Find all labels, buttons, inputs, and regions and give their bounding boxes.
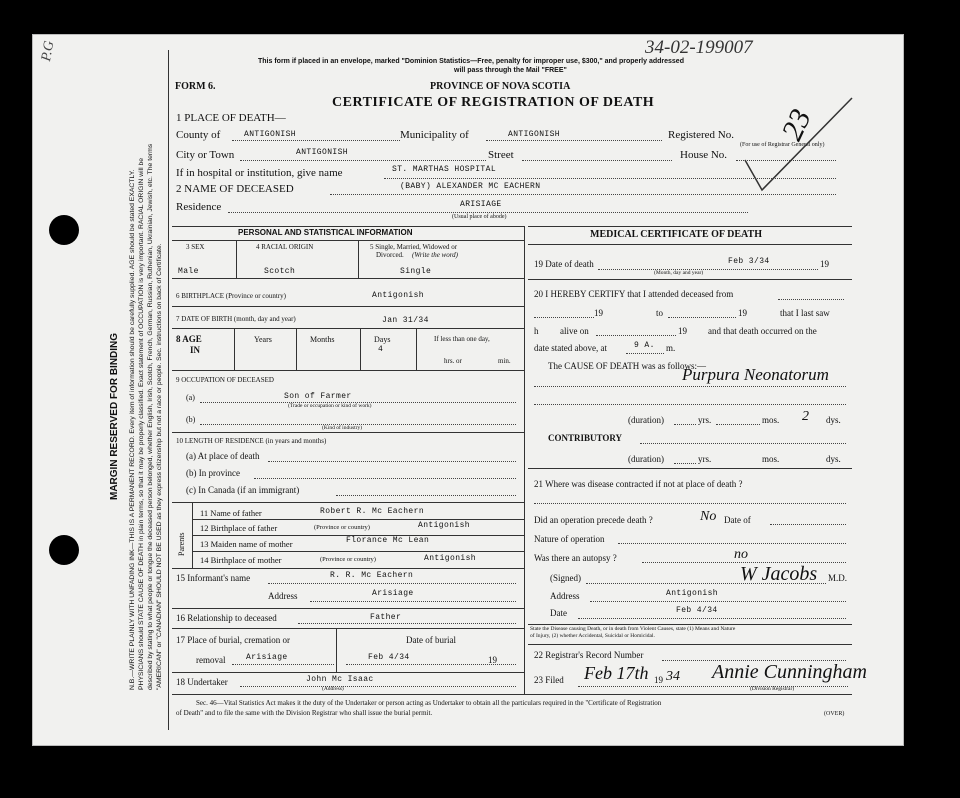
rule (528, 468, 852, 469)
rule (172, 226, 524, 227)
q21-label: 21 Where was disease contracted if not at place of death ? (534, 479, 743, 489)
cause-value: Purpura Neonatorum (682, 365, 829, 384)
county-value: ANTIGONISH (244, 130, 297, 139)
rule (640, 443, 846, 444)
rule (416, 328, 417, 370)
county-line (232, 140, 400, 141)
informant-value: R. R. Mc Eachern (330, 571, 414, 580)
rule (716, 424, 760, 425)
father-country-note: (Province or country) (314, 524, 370, 531)
province: PROVINCE OF NOVA SCOTIA (430, 81, 571, 92)
duration-label: (duration) (628, 454, 664, 464)
rule (172, 306, 524, 307)
physician-address-value: Antigonish (666, 589, 719, 598)
dod-year-label: 19 (820, 259, 829, 269)
mother-label: 13 Maiden name of mother (200, 539, 293, 549)
rule (172, 240, 524, 241)
date-stated-label: date stated above, at (534, 343, 607, 353)
occupation-label: 9 OCCUPATION OF DECEASED (176, 376, 274, 384)
rule (296, 328, 297, 370)
registered-number: 23 (775, 104, 818, 146)
filed-date-value: Feb 17th (584, 663, 649, 683)
municipality-line (486, 140, 662, 141)
dob-value: Jan 31/34 (382, 316, 429, 325)
year-label: 19 (594, 308, 603, 318)
rule (590, 601, 846, 602)
filed-19: 19 (654, 675, 663, 685)
hospital-label: If in hospital or institution, give name (176, 167, 343, 179)
burial-date-label: Date of burial (406, 635, 456, 645)
physician-signature: W Jacobs (740, 563, 818, 585)
rule (528, 644, 852, 645)
marital-label-2: Divorced. (376, 251, 404, 259)
rule (336, 495, 516, 496)
residence-line (228, 212, 748, 213)
rule (172, 568, 524, 569)
municipality-label: Municipality of (400, 129, 469, 141)
rule (528, 624, 852, 625)
mos-label: mos. (762, 415, 780, 425)
rule (268, 461, 516, 462)
mother-country-note: (Province or country) (320, 556, 376, 563)
mother-birthplace-value: Antigonish (424, 554, 477, 563)
relationship-label: 16 Relationship to deceased (176, 613, 277, 623)
dys-label: dys. (826, 415, 841, 425)
certify-label: 20 I HEREBY CERTIFY that I attended deceased from (534, 289, 734, 299)
physician-date-label: Date (550, 608, 567, 618)
signed-label: (Signed) (550, 573, 581, 583)
mos-label: mos. (762, 454, 780, 464)
registrar-signature: Annie Cunningham (712, 661, 867, 683)
footer-line-2: of Death" and to file the same with the Division Registrar who shall issue the burial permit. (176, 709, 433, 717)
certificate-title: CERTIFICATE OF REGISTRATION OF DEATH (332, 95, 655, 110)
binding-hole (49, 535, 79, 565)
rule (234, 328, 235, 370)
deceased-name-value: (BABY) ALEXANDER MC EACHERN (400, 182, 541, 191)
place-of-death-heading: 1 PLACE OF DEATH— (176, 112, 286, 124)
burial-label: 17 Place of burial, cremation or (176, 635, 290, 645)
race-value: Scotch (264, 267, 296, 276)
autopsy-value: no (734, 547, 748, 562)
house-label: House No. (680, 149, 728, 161)
rule (172, 502, 524, 503)
birthplace-label: 6 BIRTHPLACE (Province or country) (176, 292, 287, 300)
rule (358, 240, 359, 278)
rule (192, 551, 524, 552)
rule (534, 404, 846, 405)
registrar-note: (For use of Registrar General only) (740, 142, 825, 148)
undertaker-value: John Mc Isaac (306, 675, 374, 684)
rule (534, 386, 846, 387)
rule (236, 240, 237, 278)
rule (528, 226, 852, 227)
envelope-note: This form if placed in an envelope, marked "Dominion Statistics—Free, penalty for improper use, $300," and properly addressed (258, 58, 684, 65)
rule (778, 299, 844, 300)
city-value: ANTIGONISH (296, 148, 349, 157)
marital-value: Single (400, 267, 432, 276)
burial-place-value: Arisiage (246, 653, 288, 662)
operation-value: No (700, 509, 717, 524)
filed-year-value: 34 (666, 669, 680, 684)
age-label-2: IN (190, 345, 201, 355)
rule (336, 628, 337, 672)
rule (172, 694, 852, 695)
occupation-note: (Trade or occupation or kind of work) (288, 403, 372, 409)
envelope-note-2: will pass through the Mail "FREE" (454, 67, 567, 74)
rule (626, 353, 664, 354)
months-label: Months (310, 335, 335, 344)
dys-label: dys. (826, 454, 841, 464)
occupation-b: (b) (186, 415, 196, 424)
parents-label: Parents (177, 532, 186, 556)
burial-label-2: removal (196, 655, 226, 665)
street-label: Street (488, 149, 514, 161)
min-label: min. (498, 357, 511, 365)
relationship-value: Father (370, 613, 402, 622)
division-registrar-note: (Division Registrar) (750, 686, 795, 692)
rule (596, 335, 676, 336)
rule (240, 686, 516, 687)
residence-b: (b) In province (186, 468, 240, 478)
column-divider (524, 226, 525, 694)
form-number: FORM 6. (175, 81, 216, 92)
marital-note: (Write the word) (412, 251, 459, 259)
rule (192, 519, 524, 520)
informant-label: 15 Informant's name (176, 573, 251, 583)
yrs-label: yrs. (698, 415, 712, 425)
rule (586, 583, 826, 584)
deceased-name-label: 2 NAME OF DECEASED (176, 183, 294, 195)
municipality-value: ANTIGONISH (508, 130, 561, 139)
informant-address-value: Arisiage (372, 589, 414, 598)
rule (172, 370, 524, 371)
mother-birthplace-label: 14 Birthplace of mother (200, 555, 282, 565)
binding-hole (49, 215, 79, 245)
marital-label: 5 Single, Married, Widowed or (370, 243, 458, 251)
age-label: 8 AGE (176, 334, 202, 344)
residence-a: (a) At place of death (186, 451, 260, 461)
informant-address-label: Address (268, 591, 298, 601)
hospital-value: ST. MARTHAS HOSPITAL (392, 165, 497, 174)
undertaker-label: 18 Undertaker (176, 677, 228, 687)
duration-days-value: 2 (802, 409, 809, 424)
residence-note: (Usual place of abode) (452, 214, 507, 220)
city-line (240, 160, 486, 161)
dod-note: (Month, day and year) (654, 270, 704, 276)
rule (172, 608, 524, 609)
reference-number: 34-02-199007 (645, 37, 753, 58)
father-value: Robert R. Mc Eachern (320, 507, 425, 516)
rule (254, 478, 516, 479)
residence-value: ARISIAGE (460, 200, 502, 209)
physician-date-value: Feb 4/34 (676, 606, 718, 615)
rule (172, 628, 524, 629)
residence-label: Residence (176, 201, 222, 213)
yrs-label: yrs. (698, 454, 712, 464)
rule (298, 623, 516, 624)
violent-note-2: of Injury, (2) whether Accidental, Suicidal or Homicidal. (530, 633, 655, 639)
rule (528, 244, 852, 245)
rule (598, 269, 818, 270)
rule (534, 503, 846, 504)
rule (172, 432, 524, 433)
m-label: m. (666, 343, 676, 353)
rule (360, 328, 361, 370)
undertaker-address-note: (Address) (322, 686, 344, 692)
rule (674, 424, 696, 425)
time-value: 9 A. (634, 341, 655, 350)
county-label: County of (176, 129, 221, 141)
occupation-a: (a) (186, 393, 195, 402)
street-line (522, 160, 672, 161)
residence-c: (c) In Canada (if an immigrant) (186, 485, 300, 495)
sex-label: 3 SEX (186, 243, 205, 251)
footer-line-1: Sec. 46—Vital Statistics Act makes it the duty of the Undertaker or person acting as Undertaker to obtain all the particulars required in the "Certificate of Registration (196, 699, 662, 707)
to-label: to (656, 308, 664, 318)
rule (618, 543, 846, 544)
md-label: M.D. (828, 573, 848, 583)
rule (310, 601, 516, 602)
burial-year-label: 19 (488, 655, 497, 665)
year-label: 19 (738, 308, 747, 318)
residence-length-label: 10 LENGTH OF RESIDENCE (in years and months) (176, 437, 327, 445)
sex-value: Male (178, 267, 199, 276)
father-birthplace-label: 12 Birthplace of father (200, 523, 278, 533)
rule (770, 524, 846, 525)
rule (578, 686, 848, 687)
registered-label: Registered No. (668, 129, 734, 141)
rule (578, 618, 846, 619)
autopsy-label: Was there an autopsy ? (534, 553, 617, 563)
year-label: 19 (678, 326, 687, 336)
medical-heading: MEDICAL CERTIFICATE OF DEATH (590, 229, 762, 240)
race-label: 4 RACIAL ORIGIN (256, 243, 314, 251)
rule (674, 463, 696, 464)
city-label: City or Town (176, 149, 235, 161)
last-saw-label: that I last saw (780, 308, 830, 318)
rule (528, 279, 852, 280)
years-label: Years (254, 335, 272, 344)
birthplace-value: Antigonish (372, 291, 425, 300)
personal-heading: PERSONAL AND STATISTICAL INFORMATION (238, 228, 413, 237)
footer-over: (OVER) (824, 711, 845, 717)
rule (232, 664, 334, 665)
rule (534, 317, 594, 318)
dod-label: 19 Date of death (534, 259, 594, 269)
occupation-value: Son of Farmer (284, 392, 352, 401)
rule (172, 328, 524, 329)
mother-value: Florance Mc Lean (346, 536, 430, 545)
rule (268, 583, 516, 584)
industry-note: (Kind of industry) (322, 425, 363, 431)
father-label: 11 Name of father (200, 508, 262, 518)
cause-label: The CAUSE OF DEATH was as follows:— (548, 361, 706, 371)
violent-note: State the Disease causing Death, or in death from Violent Causes, state (1) Means and Nature (530, 626, 736, 632)
dod-value: Feb 3/34 (728, 257, 770, 266)
contributory-label: CONTRIBUTORY (548, 433, 623, 443)
days-label: Days (374, 335, 391, 344)
margin-reserved-label: MARGIN RESERVED FOR BINDING (109, 332, 120, 500)
h-label: h (534, 326, 539, 336)
margin-instructions: N.B.—WRITE PLAINLY WITH UNFADING INK—THIS IS A PERMANENT RECORD. Every item of information should be carefully supplied. AGE should be stated EXACTLY. PHYSICIANS should STATE CAUSE OF DEATH in plain terms, so that it may be properly classified. Exact statement of OCCUPATION is very important. RACIAL ORIGIN will be described by stating to what people or tongue the deceased person belonged, whether English, Irish, Scotch, French, German, Russian, Ruthenian, Ukrainian, Jewish, etc. The terms "AMERICAN" or "CANADIAN" SHOULD NOT BE USED as they express citizenship but not a race or people. Sec. instructions on back of Certificate. (129, 143, 163, 690)
death-occurred-label: and that death occurred on the (708, 326, 817, 336)
hrs-label: hrs. or (444, 357, 462, 365)
less-than-day-label: If less than one day, (434, 335, 490, 343)
rule (172, 672, 524, 673)
days-value: 4 (378, 345, 384, 354)
rule (346, 664, 516, 665)
margin-rule (168, 50, 169, 730)
duration-label: (duration) (628, 415, 664, 425)
nature-label: Nature of operation (534, 534, 605, 544)
rule (668, 317, 736, 318)
corner-note: P.G (39, 39, 58, 63)
physician-address-label: Address (550, 591, 580, 601)
burial-date-value: Feb 4/34 (368, 653, 410, 662)
dob-label: 7 DATE OF BIRTH (month, day and year) (176, 315, 296, 323)
operation-label: Did an operation precede death ? (534, 515, 653, 525)
filed-label: 23 Filed (534, 675, 564, 685)
rule (172, 278, 524, 279)
operation-date-label: Date of (724, 515, 751, 525)
check-mark-icon (740, 90, 860, 200)
father-birthplace-value: Antigonish (418, 521, 471, 530)
alive-label: alive on (560, 326, 589, 336)
registrar-record-label: 22 Registrar's Record Number (534, 650, 644, 660)
